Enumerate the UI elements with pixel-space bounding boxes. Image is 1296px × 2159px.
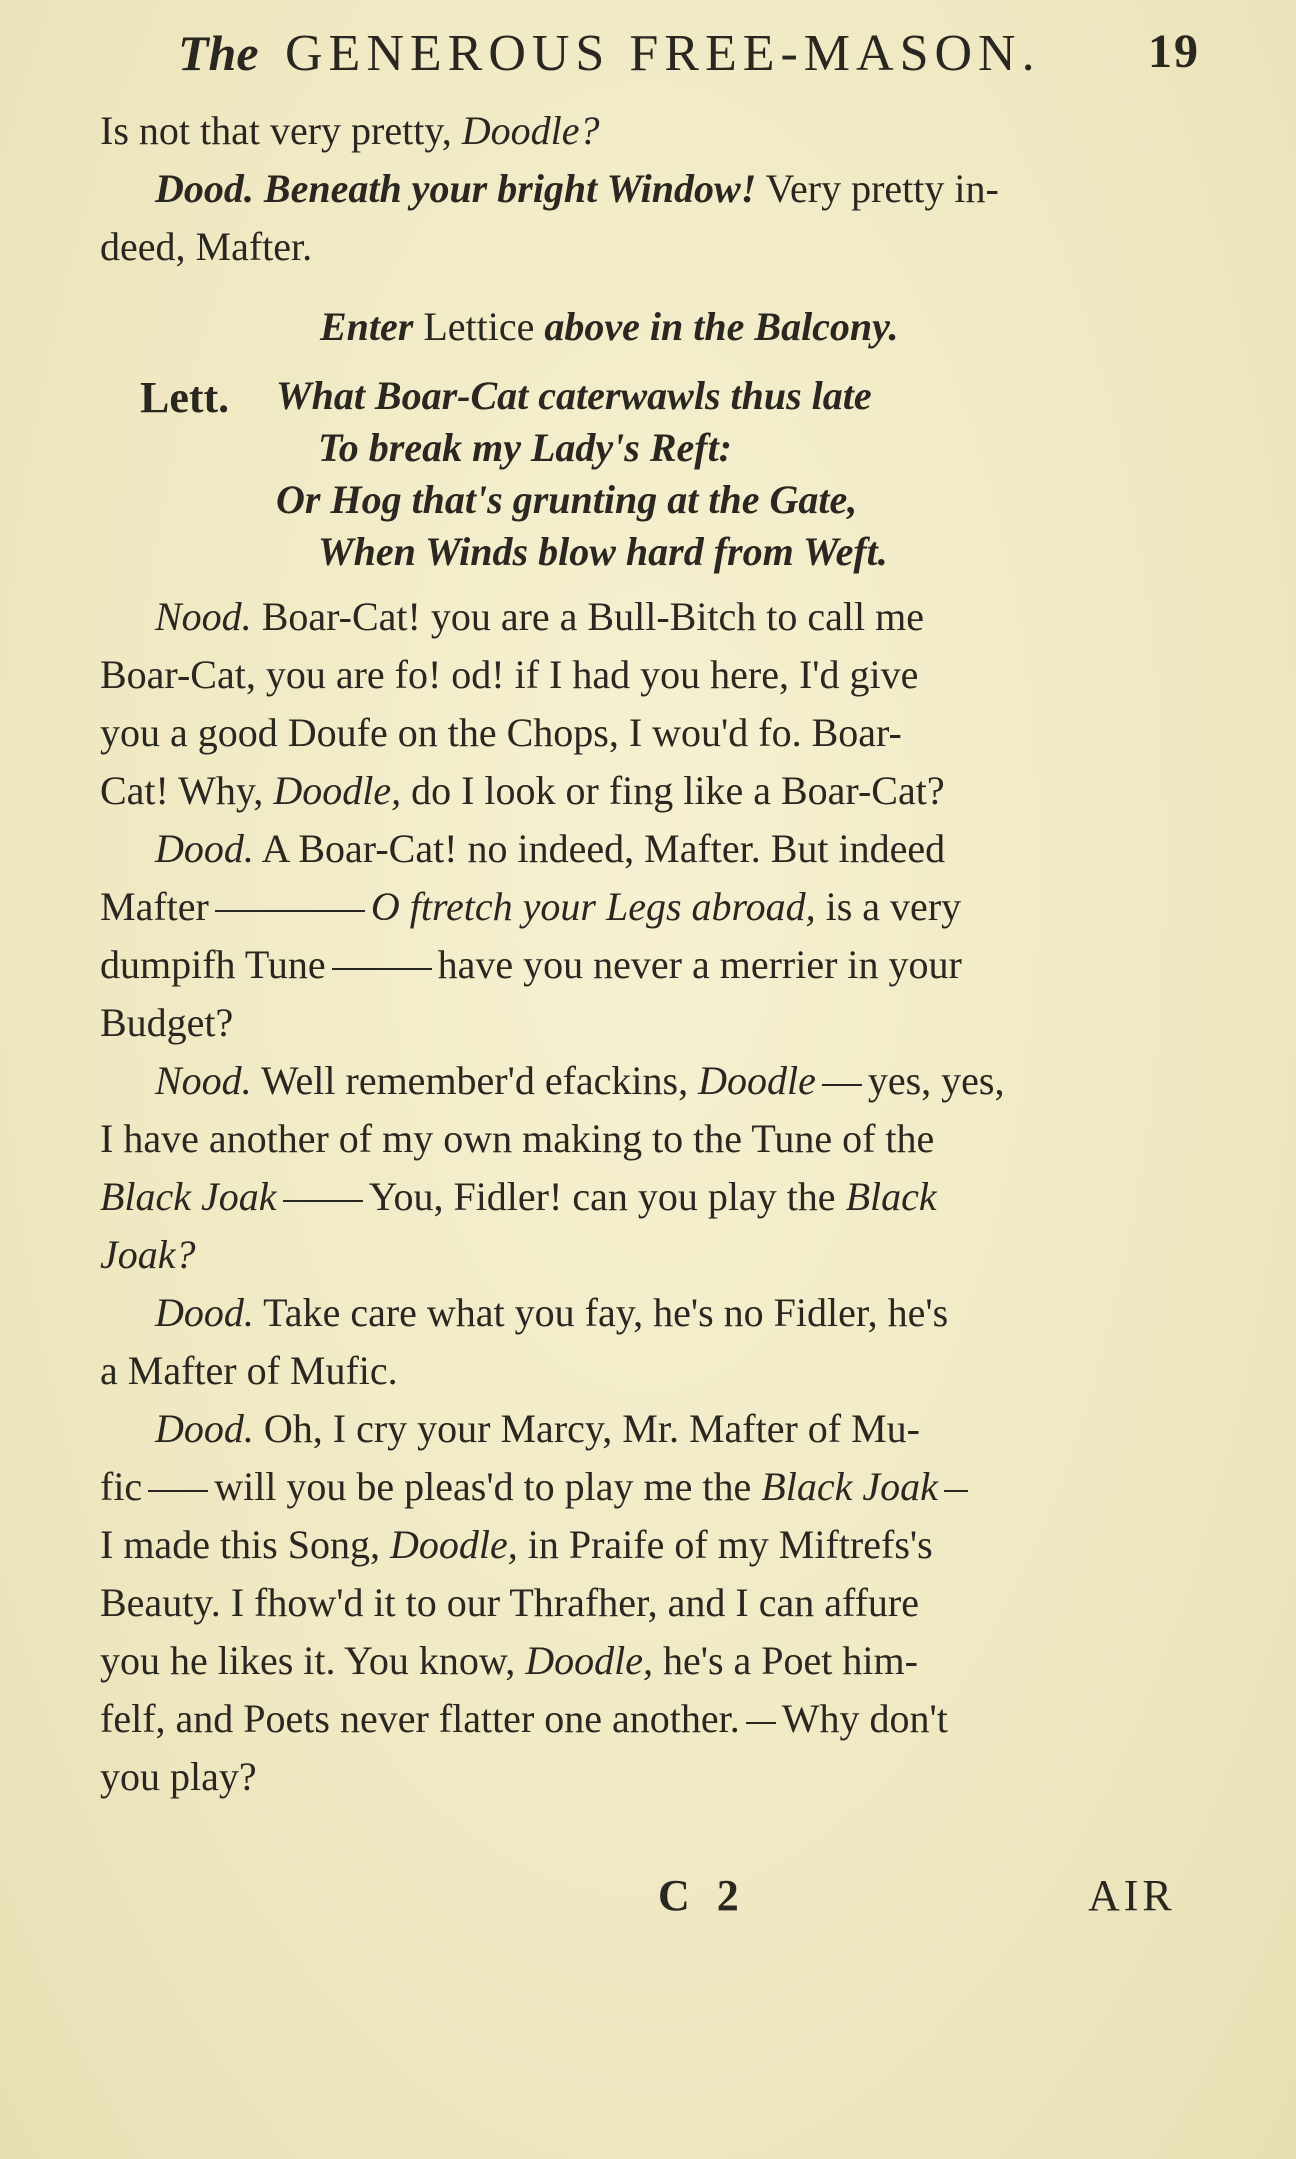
text-run: Is not that very pretty, — [100, 108, 462, 153]
running-header — [0, 18, 1296, 98]
text-run-italic: Doodle, — [525, 1638, 653, 1683]
em-dash-rule — [283, 1200, 363, 1202]
text-run-italic: Black — [845, 1174, 937, 1219]
text-run-italic: Beneath your bright Window! — [253, 166, 757, 211]
signature-mark: C 2 — [658, 1871, 747, 1920]
text-line: I have another of my own making to the Tune of the — [100, 1116, 935, 1161]
text-run: Boar-Cat! you are a Bull-Bitch to call me — [251, 594, 925, 639]
verse-line: What Boar-Cat caterwawls thus late — [276, 373, 872, 418]
text-run: Very pretty in- — [756, 166, 999, 211]
text-run: Oh, I cry your Marcy, Mr. Mafter of Mu- — [253, 1406, 921, 1451]
em-dash-rule — [822, 1084, 862, 1086]
text-run: Mafter — [100, 884, 209, 929]
em-dash-rule — [746, 1722, 776, 1724]
text-line — [100, 1632, 918, 1690]
text-run: will you be pleas'd to play me the — [214, 1464, 762, 1509]
text-run: is a very — [815, 884, 962, 929]
speaker-name: Dood. — [155, 1406, 254, 1451]
text-run-italic: Enter — [320, 304, 414, 349]
text-run: in Praife of my Miftrefs's — [517, 1522, 933, 1567]
text-line — [155, 1052, 1005, 1110]
text-run-italic: O ftretch your Legs abroad, — [370, 884, 816, 929]
text-line — [100, 1226, 196, 1284]
verse-line: To break my Lady's Reft: — [318, 425, 733, 470]
text-run: you he likes it. You know, — [100, 1638, 526, 1683]
text-run: A Boar-Cat! no indeed, Mafter. But indeed — [253, 826, 946, 871]
text-line — [100, 1690, 948, 1748]
text-run: yes, yes, — [867, 1058, 1005, 1103]
character-name: Lettice — [413, 304, 545, 349]
text-run: fic — [100, 1464, 143, 1509]
verse-line: Or Hog that's grunting at the Gate, — [276, 477, 858, 522]
text-line — [100, 218, 312, 276]
text-run: Well remember'd efackins, — [251, 1058, 699, 1103]
text-line: Boar-Cat, you are fo! od! if I had you here, I'd give — [100, 652, 919, 697]
text-line — [100, 762, 945, 820]
text-run-italic: Doodle, — [273, 768, 402, 813]
text-run: he's a Poet him- — [652, 1638, 918, 1683]
em-dash-rule — [332, 968, 432, 970]
header-the: The — [178, 25, 259, 81]
text-run: Why don't — [781, 1696, 948, 1741]
text-run-italic: Doodle? — [461, 108, 600, 153]
speaker-name: Nood. — [155, 594, 252, 639]
header-title: GENEROUS FREE-MASON. — [285, 25, 1041, 82]
text-line: Budget? — [100, 1000, 234, 1045]
text-line — [155, 820, 945, 878]
text-line — [155, 1400, 920, 1458]
text-run: deed, Mafter. — [100, 224, 313, 269]
text-run-italic: Black Joak — [761, 1464, 938, 1509]
text-line — [100, 1168, 937, 1226]
text-run: You, Fidler! can you play the — [368, 1174, 846, 1219]
text-run: dumpifh Tune — [100, 942, 326, 987]
text-run: I made this Song, — [100, 1522, 390, 1567]
speaker-name: Nood. — [155, 1058, 252, 1103]
text-run: Take care what you fay, he's no Fidler, he's — [253, 1290, 949, 1335]
text-line — [155, 160, 999, 218]
verse-line: When Winds blow hard from Weft. — [318, 529, 888, 574]
text-run: do I look or fing like a Boar-Cat? — [401, 768, 945, 813]
text-line: a Mafter of Mufic. — [100, 1348, 398, 1393]
text-run-italic: Doodle — [698, 1058, 816, 1103]
text-run-italic: Black Joak — [100, 1174, 277, 1219]
text-line — [100, 936, 962, 994]
text-run-italic: Doodle, — [389, 1522, 518, 1567]
text-line — [100, 878, 961, 936]
text-run: felf, and Poets never flatter one another. — [100, 1696, 740, 1741]
text-line — [100, 1516, 933, 1574]
catchword: AIR — [1088, 1871, 1176, 1920]
text-line: Beauty. I fhow'd it to our Thrafher, and I can affure — [100, 1580, 920, 1625]
speaker-name: Dood. — [155, 166, 254, 211]
text-run: have you never a merrier in your — [437, 942, 962, 987]
text-line — [100, 102, 600, 160]
text-run-italic: Joak? — [100, 1232, 196, 1277]
em-dash-rule — [215, 910, 365, 912]
text-line: you play? — [100, 1754, 257, 1799]
text-line: you a good Doufe on the Chops, I wou'd fo. Boar- — [100, 710, 902, 755]
em-dash-rule — [944, 1490, 968, 1492]
page-number: 19 — [1148, 25, 1200, 78]
text-line — [155, 1284, 948, 1342]
text-line — [100, 1458, 974, 1516]
text-line — [155, 588, 924, 646]
text-run: Cat! Why, — [100, 768, 274, 813]
speaker-name: Dood. — [155, 1290, 254, 1335]
speaker-name: Lett. — [140, 373, 230, 422]
em-dash-rule — [148, 1490, 208, 1492]
speaker-name: Dood. — [155, 826, 254, 871]
text-run-italic: above in the Balcony. — [544, 304, 899, 349]
stage-direction — [320, 298, 898, 356]
